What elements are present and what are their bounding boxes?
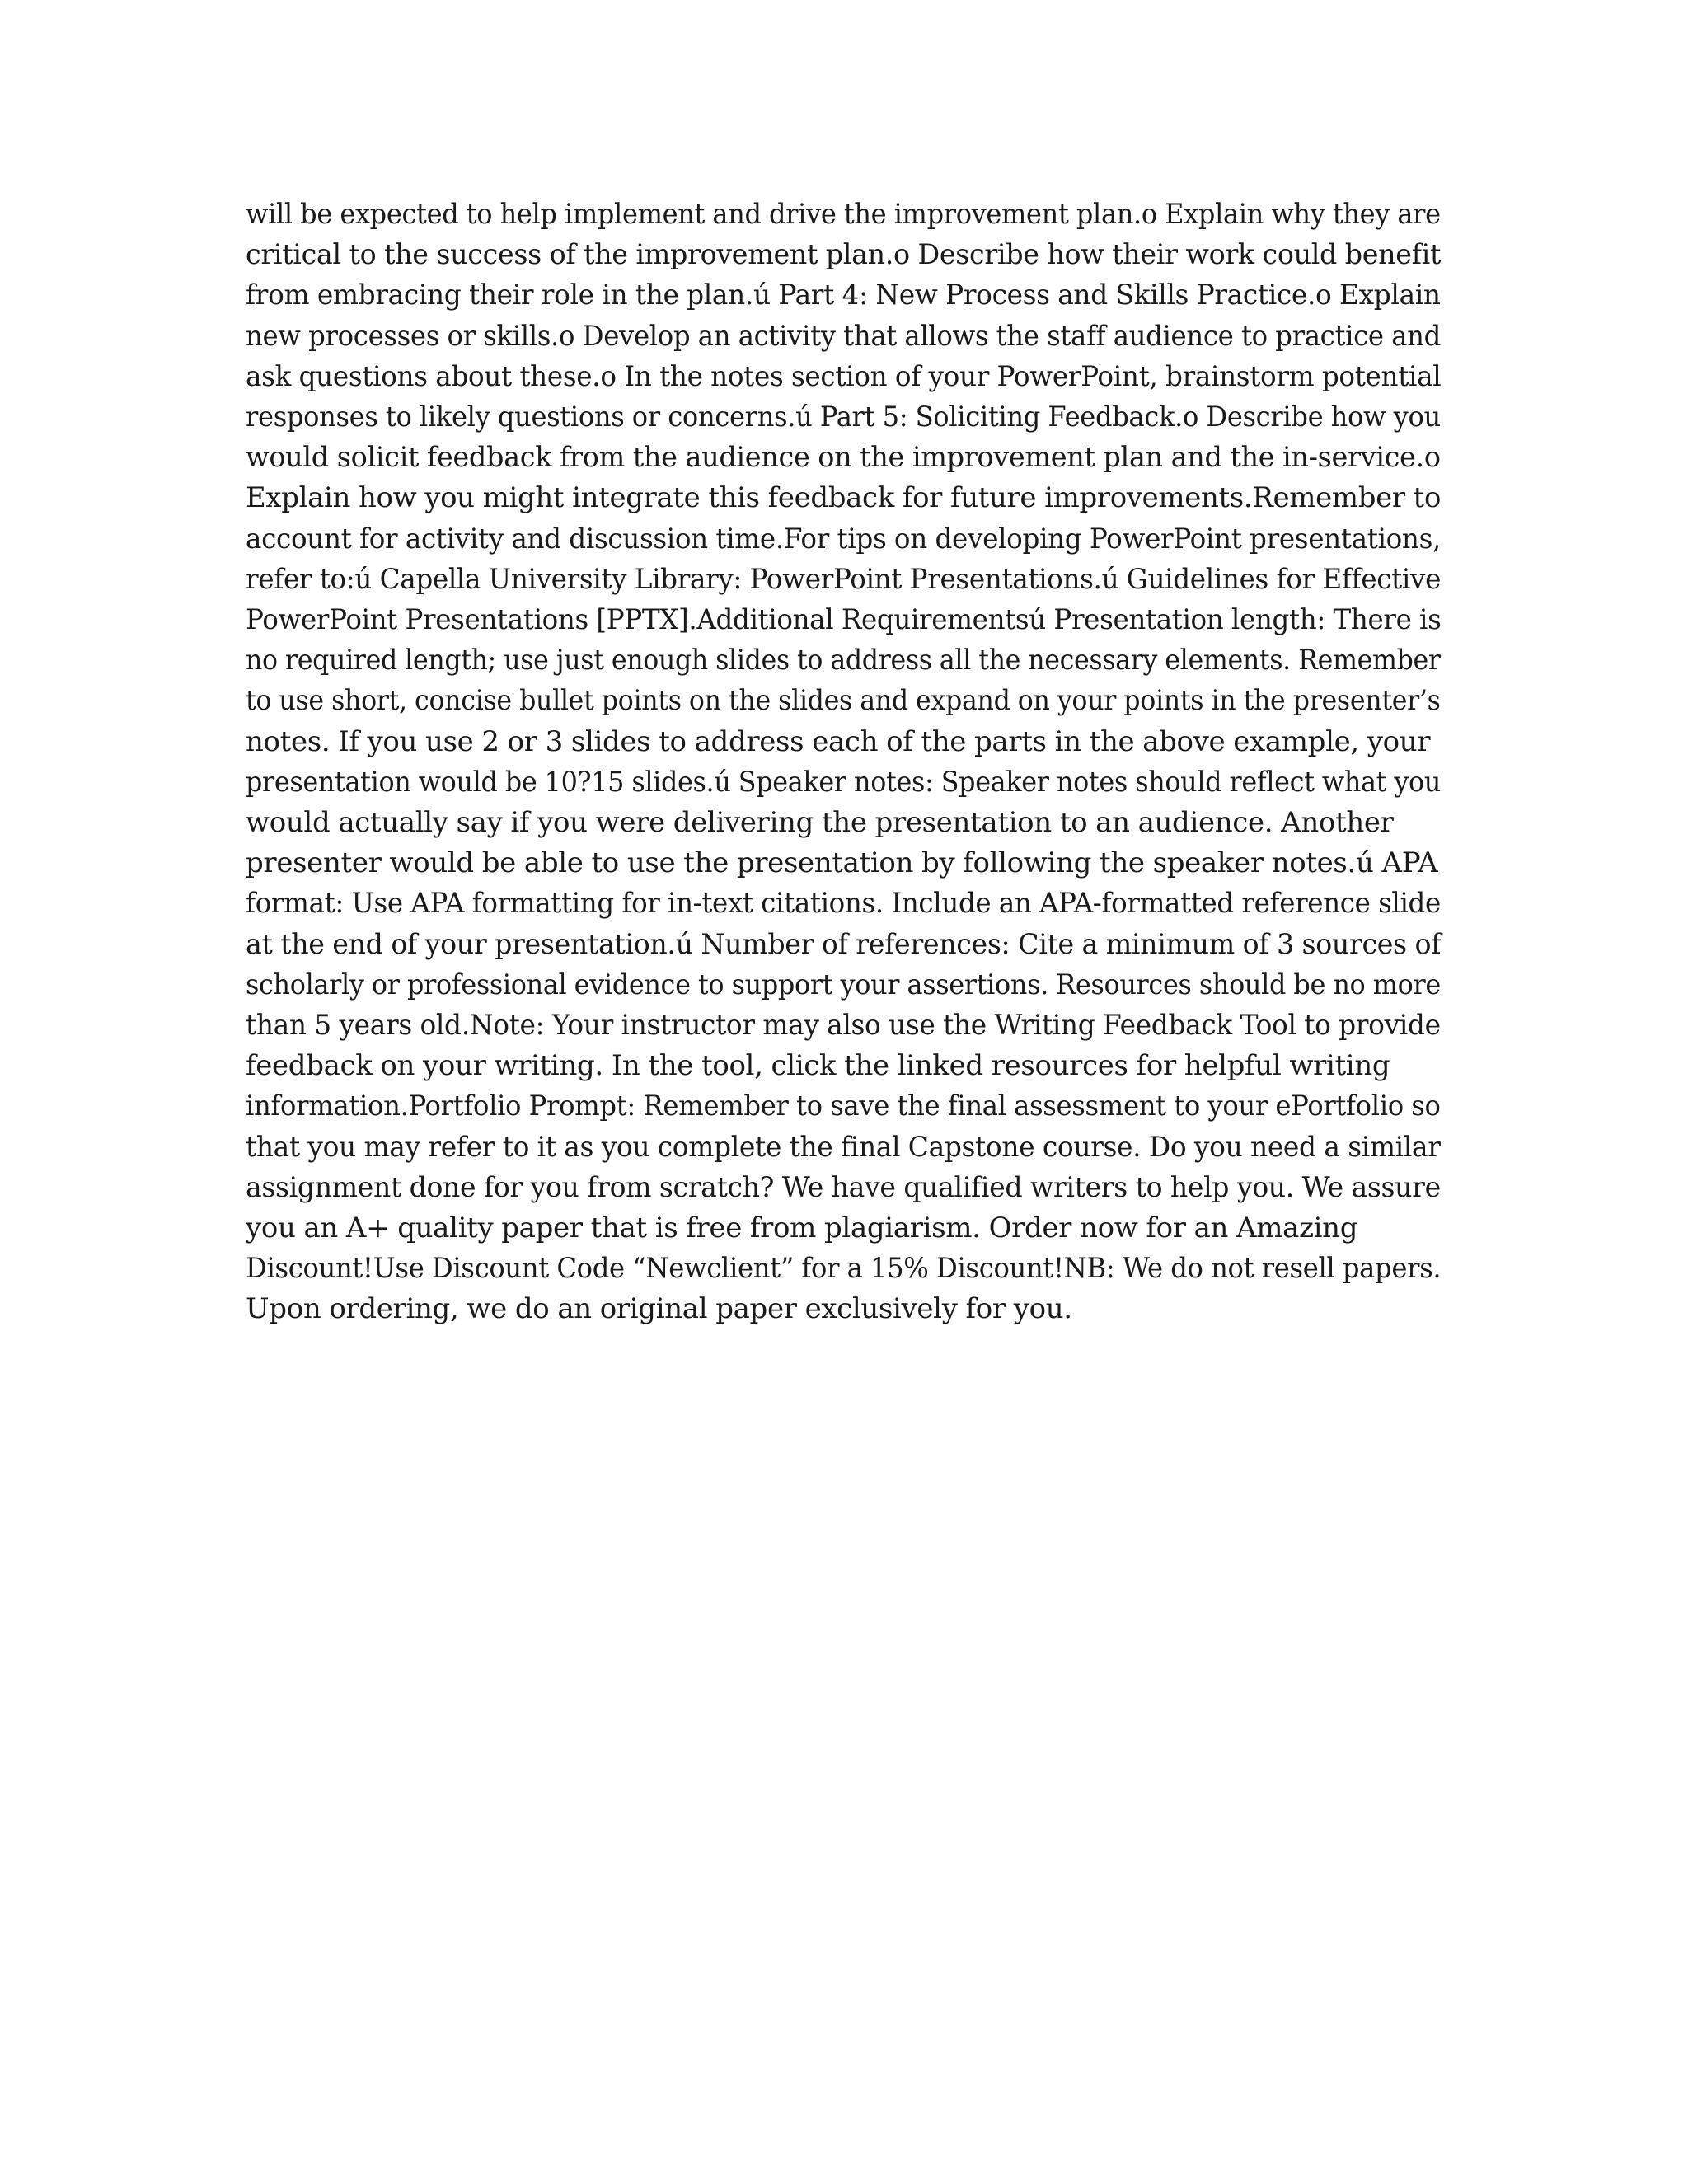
text-line: scholarly or professional evidence to support your assertions. Resources should be no more <box>246 968 1441 1001</box>
text-line: to use short, concise bullet points on the slides and expand on your points in the presenter’s <box>246 684 1441 718</box>
text-line: would actually say if you were delivering the presentation to an audience. Another <box>246 806 1394 840</box>
text-line: account for activity and discussion time.For tips on developing PowerPoint presentations, <box>246 522 1442 555</box>
text-line: refer to:ú Capella University Library: PowerPoint Presentations.ú Guidelines for Effective <box>246 562 1442 596</box>
text-line: assignment done for you from scratch? We have qualified writers to help you. We assure <box>246 1170 1441 1204</box>
text-line: from embracing their role in the plan.ú Part 4: New Process and Skills Practice.o Explain <box>246 279 1441 312</box>
text-line: feedback on your writing. In the tool, click the linked resources for helpful writing <box>246 1049 1390 1083</box>
text-line: PowerPoint Presentations [PPTX].Additional Requirementsú Presentation length: There is <box>246 603 1442 637</box>
text-line: presentation would be 10?15 slides.ú Speaker notes: Speaker notes should reflect what you <box>246 765 1442 799</box>
text-line: Upon ordering, we do an original paper exclusively for you. <box>246 1292 1072 1326</box>
body-paragraph <box>246 194 1441 1330</box>
text-line: responses to likely questions or concerns.ú Part 5: Soliciting Feedback.o Describe how you <box>246 401 1441 434</box>
text-line: at the end of your presentation.ú Number of references: Cite a minimum of 3 sources of <box>246 927 1442 961</box>
text-line: critical to the success of the improvement plan.o Describe how their work could benefit <box>246 238 1442 272</box>
text-line: Discount!Use Discount Code “Newclient” for a 15% Discount!NB: We do not resell papers. <box>246 1252 1442 1286</box>
text-line: new processes or skills.o Develop an activity that allows the staff audience to practice and <box>246 319 1442 353</box>
text-line: no required length; use just enough slides to address all the necessary elements. Remember <box>246 644 1441 677</box>
text-line: format: Use APA formatting for in-text citations. Include an APA-formatted reference slide <box>246 887 1441 921</box>
text-line: presenter would be able to use the presentation by following the speaker notes.ú APA <box>246 846 1438 880</box>
text-line: you an A+ quality paper that is free from plagiarism. Order now for an Amazing <box>246 1212 1358 1245</box>
text-line: will be expected to help implement and drive the improvement plan.o Explain why they are <box>246 198 1441 231</box>
text-line: that you may refer to it as you complete the final Capstone course. Do you need a similar <box>246 1130 1441 1164</box>
text-line: than 5 years old.Note: Your instructor may also use the Writing Feedback Tool to provide <box>246 1009 1441 1043</box>
text-line: Explain how you might integrate this feedback for future improvements.Remember to <box>246 481 1442 515</box>
text-line: information.Portfolio Prompt: Remember to save the final assessment to your ePortfolio so <box>246 1090 1441 1123</box>
text-line: ask questions about these.o In the notes section of your PowerPoint, brainstorm potential <box>246 359 1442 393</box>
text-line: notes. If you use 2 or 3 slides to address each of the parts in the above example, your <box>246 724 1431 758</box>
text-line: would solicit feedback from the audience on the improvement plan and the in-service.o <box>246 441 1441 475</box>
